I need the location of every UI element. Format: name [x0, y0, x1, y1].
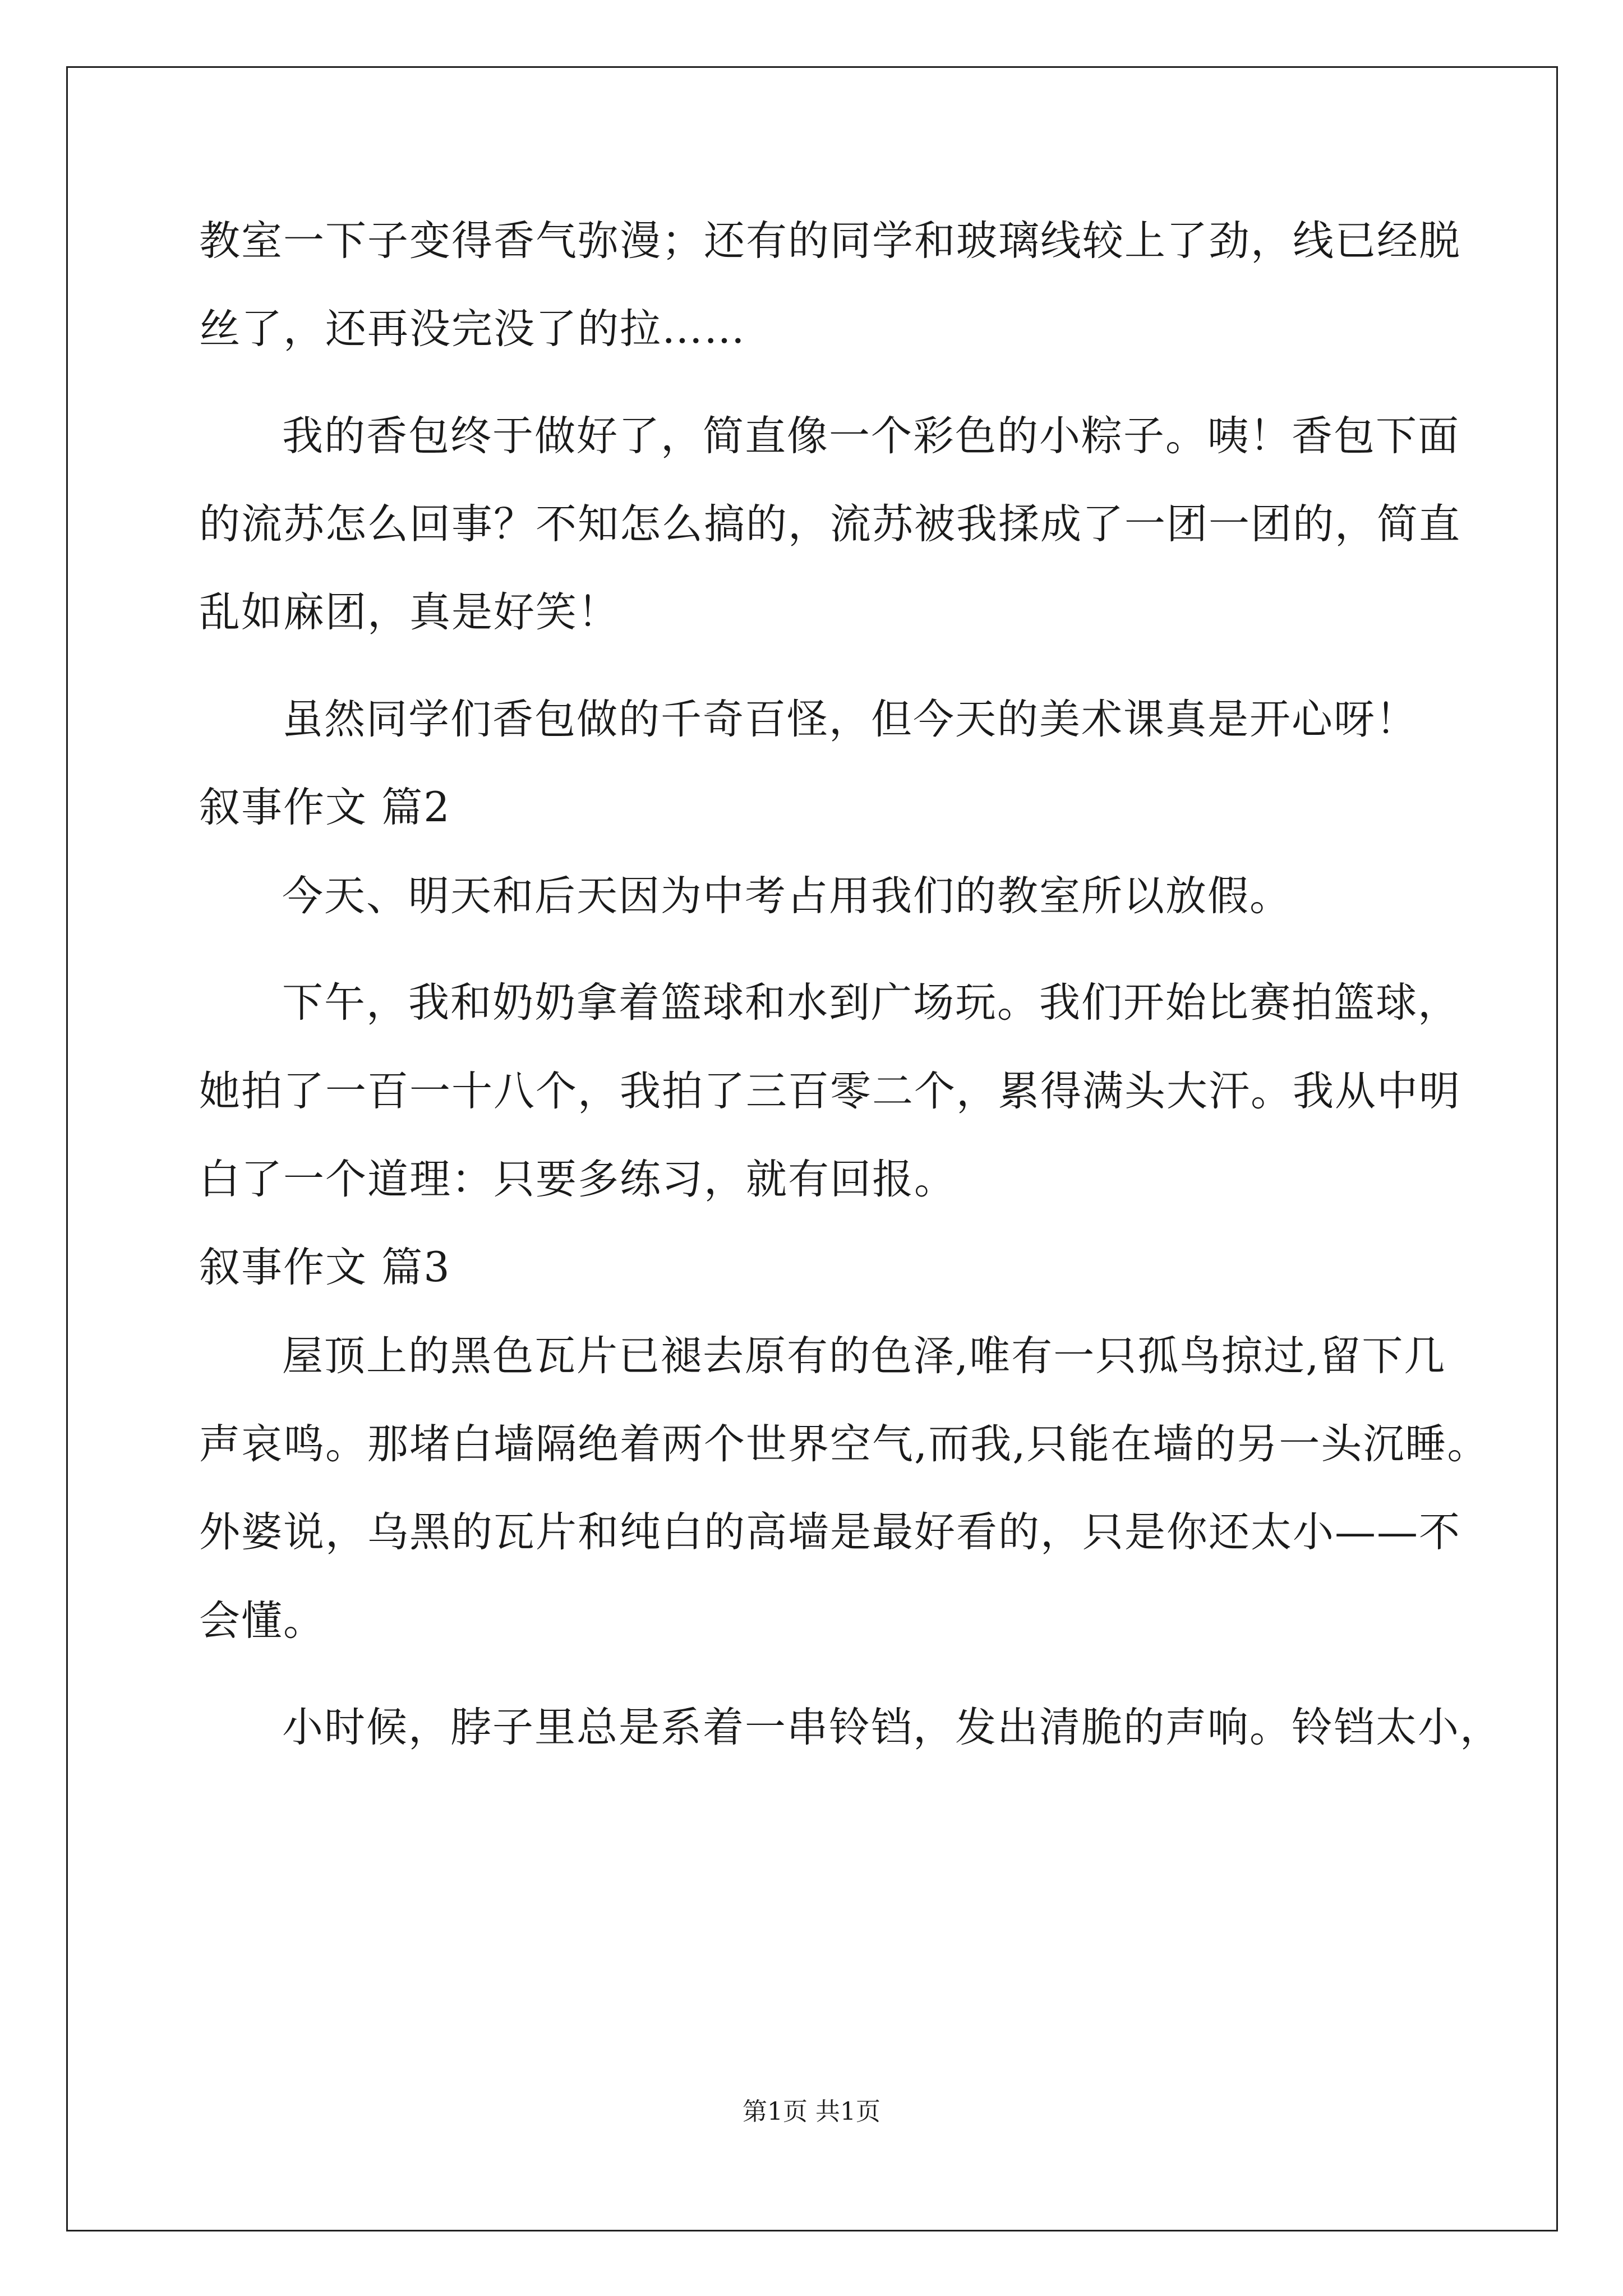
text-line: 的流苏怎么回事？不知怎么搞的，流苏被我揉成了一团一团的，简直	[199, 500, 1461, 548]
text-line: 声哀鸣。那堵白墙隔绝着两个世界空气,而我,只能在墙的另一头沉睡。	[199, 1420, 1490, 1468]
text-line: 她拍了一百一十八个，我拍了三百零二个，累得满头大汗。我从中明	[199, 1068, 1461, 1115]
text-line: 我的香包终于做好了，简直像一个彩色的小粽子。咦！香包下面	[282, 412, 1460, 460]
section-heading: 叙事作文 篇3	[199, 1244, 451, 1291]
text-line: 外婆说，乌黑的瓦片和纯白的高墙是最好看的，只是你还太小——不	[199, 1508, 1461, 1556]
text-line: 下午，我和奶奶拿着篮球和水到广场玩。我们开始比赛拍篮球，	[282, 979, 1460, 1027]
text-line: 丝了，还再没完没了的拉……	[199, 305, 746, 353]
page-border	[66, 66, 1558, 2231]
text-line: 白了一个道理：只要多练习，就有回报。	[199, 1156, 956, 1203]
page-footer: 第1页 共1页	[743, 2097, 880, 2126]
text-line: 屋顶上的黑色瓦片已褪去原有的色泽,唯有一只孤鸟掠过,留下几	[282, 1332, 1446, 1380]
text-line: 乱如麻团，真是好笑！	[199, 588, 620, 636]
text-line: 教室一下子变得香气弥漫；还有的同学和玻璃线较上了劲，线已经脱	[199, 217, 1461, 265]
text-line: 小时候，脖子里总是系着一串铃铛，发出清脆的声响。铃铛太小，	[282, 1704, 1502, 1751]
text-line: 虽然同学们香包做的千奇百怪，但今天的美术课真是开心呀！	[282, 696, 1418, 743]
section-heading: 叙事作文 篇2	[199, 784, 451, 831]
text-line: 今天、明天和后天因为中考占用我们的教室所以放假。	[282, 872, 1292, 920]
text-line: 会懂。	[199, 1597, 325, 1645]
